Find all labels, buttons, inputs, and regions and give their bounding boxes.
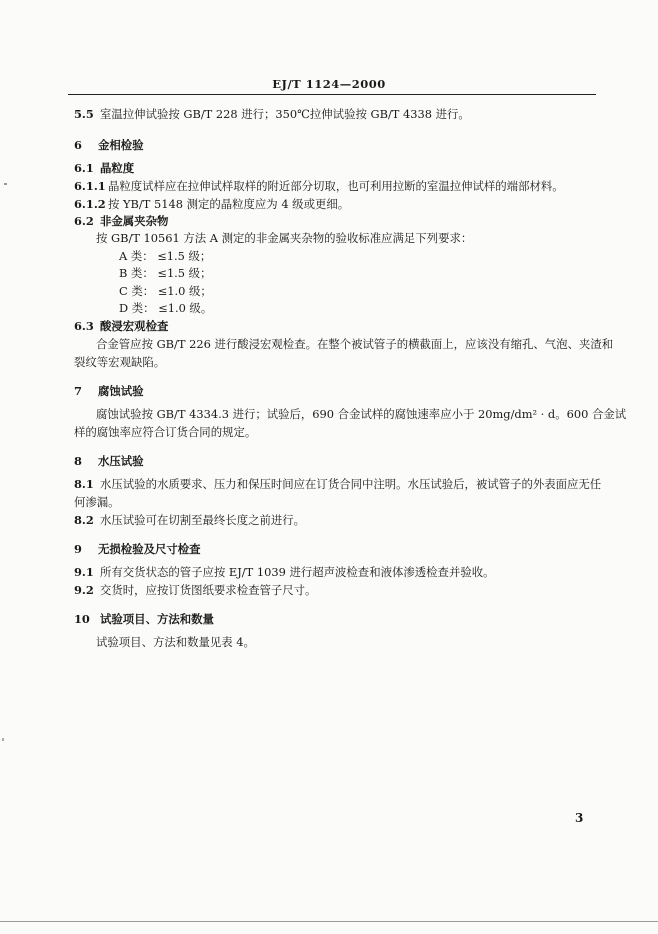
clause-number: 6.1.2 [74, 197, 106, 211]
clause-text: 按 YB/T 5148 测定的晶粒度应为 4 级或更细。 [108, 197, 350, 211]
clause-6-2-text: 按 GB/T 10561 方法 A 测定的非金属夹杂物的验收标准应满足下列要求： [96, 231, 473, 245]
section-title: 金相检验 [98, 138, 144, 152]
section-title: 试验项目、方法和数量 [100, 612, 214, 626]
clause-6-2-heading [74, 213, 168, 229]
clause-6-1-heading [74, 160, 134, 176]
standard-code-header: EJ/T 1124—2000 [272, 77, 386, 91]
clause-number: 9.1 [74, 565, 94, 579]
clause-number: 6.1 [74, 161, 94, 175]
section-9-heading [74, 541, 201, 557]
clause-text: 室温拉伸试验按 GB/T 228 进行；350℃拉伸试验按 GB/T 4338 进行。 [100, 107, 470, 121]
clause-8-1-line-2: 何渗漏。 [74, 495, 120, 509]
clause-6-3-line-1: 合金管应按 GB/T 226 进行酸浸宏观检查。在整个被试管子的横截面上，应该没有缩孔、气泡、夹渣和 [96, 337, 614, 351]
section-title: 水压试验 [98, 454, 144, 468]
clause-6-1-1 [74, 178, 564, 194]
clause-number: 9.2 [74, 583, 94, 597]
clause-title: 酸浸宏观检查 [100, 319, 169, 333]
section-8-heading [74, 453, 144, 469]
clause-text: 所有交货状态的管子应按 EJ/T 1039 进行超声波检查和液体渗透检查并验收。 [100, 565, 495, 579]
clause-text: 交货时，应按订货图纸要求检查管子尺寸。 [100, 583, 317, 597]
clause-9-2 [74, 582, 316, 598]
clause-number: 5.5 [74, 107, 94, 121]
section-10-text: 试验项目、方法和数量见表 4。 [96, 635, 255, 649]
section-number: 8 [74, 454, 82, 468]
clause-number: 8.2 [74, 513, 94, 527]
clause-number: 6.3 [74, 319, 94, 333]
scan-mark [2, 738, 4, 741]
section-10-heading [74, 611, 214, 627]
section-7-heading [74, 383, 144, 399]
clause-text: 晶粒度试样应在拉伸试样取样的附近部分切取，也可利用拉断的室温拉伸试样的端部材料。 [108, 179, 564, 193]
scan-edge-line [0, 921, 658, 922]
section-7-line-2: 样的腐蚀率应符合订货合同的规定。 [74, 425, 257, 439]
section-number: 9 [74, 542, 82, 556]
clause-6-1-2 [74, 196, 349, 212]
section-title: 腐蚀试验 [98, 384, 144, 398]
inclusion-item-d: D 类： ≤1.0 级。 [119, 301, 213, 315]
clause-title: 非金属夹杂物 [100, 214, 169, 228]
clause-5-5 [74, 106, 470, 122]
inclusion-item-c: C 类： ≤1.0 级； [119, 284, 212, 298]
inclusion-item-b: B 类： ≤1.5 级； [119, 266, 212, 280]
clause-9-1 [74, 564, 495, 580]
section-number: 7 [74, 384, 82, 398]
scan-mark [4, 183, 7, 185]
clause-8-2 [74, 512, 305, 528]
clause-8-1-line-1 [74, 476, 601, 492]
clause-text: 水压试验可在切割至最终长度之前进行。 [100, 513, 306, 527]
section-6-heading [74, 137, 144, 153]
section-number: 10 [74, 612, 90, 626]
clause-title: 晶粒度 [100, 161, 135, 175]
header-rule [68, 94, 596, 95]
page-number: 3 [575, 811, 584, 825]
section-title: 无损检验及尺寸检查 [98, 542, 201, 556]
clause-6-3-line-2: 裂纹等宏观缺陷。 [74, 355, 166, 369]
section-7-line-1: 腐蚀试验按 GB/T 4334.3 进行；试验后，690 合金试样的腐蚀速率应小于 20mg/dm² · d。600 合金试 [96, 407, 627, 421]
clause-number: 6.2 [74, 214, 94, 228]
clause-number: 6.1.1 [74, 179, 106, 193]
clause-text: 水压试验的水质要求、压力和保压时间应在订货合同中注明。水压试验后，被试管子的外表面应无任 [100, 477, 602, 491]
section-number: 6 [74, 138, 82, 152]
inclusion-item-a: A 类： ≤1.5 级； [119, 249, 212, 263]
clause-6-3-heading [74, 318, 168, 334]
clause-number: 8.1 [74, 477, 94, 491]
